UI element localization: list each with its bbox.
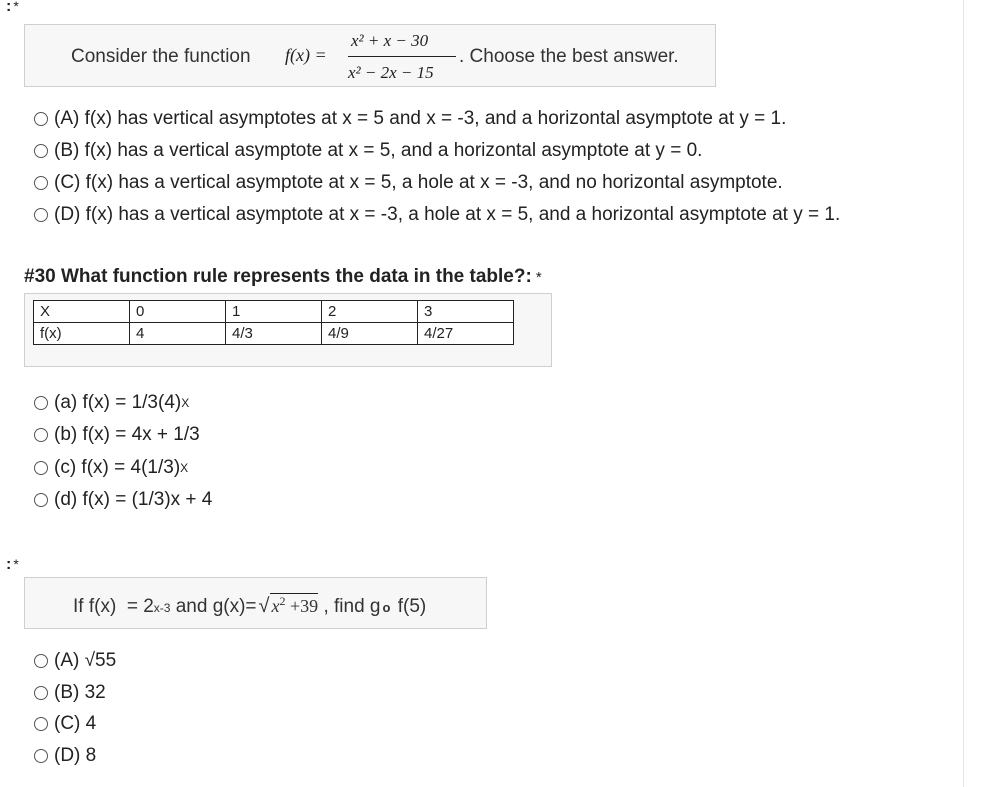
table-cell: 0	[130, 301, 226, 323]
option-a[interactable]	[34, 108, 786, 130]
radio-button[interactable]	[34, 717, 48, 731]
radicand-rest: +39	[285, 596, 319, 616]
table-row	[34, 301, 514, 323]
question-marker	[6, 556, 19, 574]
table-cell: 4	[130, 323, 226, 345]
radio-button[interactable]	[34, 654, 48, 668]
radio-button[interactable]	[34, 428, 48, 442]
sqrt-icon: √	[258, 595, 270, 617]
expr-part: If f(x) = 2	[73, 596, 154, 617]
question-marker	[6, 0, 19, 16]
option-d[interactable]	[34, 204, 840, 226]
option-label: (D) f(x) has a vertical asymptote at x = -3, a hole at x = 5, and a horizontal asymptote at y = 1.	[54, 204, 841, 225]
radio-button[interactable]	[34, 686, 48, 700]
table-cell: f(x)	[34, 323, 130, 345]
question-expression	[73, 593, 426, 618]
radicand	[270, 593, 319, 617]
expr-part: and g(x)=	[170, 596, 257, 617]
option-b[interactable]	[34, 140, 702, 162]
expr-part: f(5)	[392, 596, 427, 617]
expr-exponent: x-3	[153, 601, 171, 615]
required-star: *	[13, 0, 19, 14]
radicand-var: x	[271, 596, 280, 616]
radio-button[interactable]	[34, 493, 48, 507]
option-label: (B) f(x) has a vertical asymptote at x = 5, and a horizontal asymptote at y = 0.	[54, 140, 703, 161]
option-label: (b) f(x) = 4x + 1/3	[54, 424, 200, 445]
function-lhs: f(x) =	[285, 45, 327, 65]
question-image-box	[24, 24, 716, 87]
option-label: (C) 4	[54, 713, 97, 734]
option-exponent: X	[180, 461, 189, 475]
radio-button[interactable]	[34, 749, 48, 763]
option-label: (B) 32	[54, 682, 106, 703]
option-label: (a) f(x) = 1/3(4)	[54, 392, 182, 413]
question-image-box	[24, 577, 487, 629]
option-c[interactable]	[34, 457, 188, 479]
data-table	[33, 300, 514, 345]
question-30-heading	[24, 266, 542, 288]
question-prompt-before: Consider the function	[71, 46, 251, 67]
page-right-border	[963, 0, 964, 787]
table-row	[34, 323, 514, 345]
table-cell: X	[34, 301, 130, 323]
option-a[interactable]	[34, 392, 189, 414]
option-d[interactable]	[34, 489, 212, 511]
question-prompt-after: . Choose the best answer.	[459, 46, 679, 67]
table-cell: 1	[226, 301, 322, 323]
option-label: (D) 8	[54, 745, 97, 766]
option-b[interactable]	[34, 682, 106, 704]
compose-symbol: o	[382, 600, 391, 615]
fraction-bar	[348, 56, 456, 57]
table-cell: 3	[418, 301, 514, 323]
radio-button[interactable]	[34, 208, 48, 222]
required-star: *	[13, 556, 19, 572]
radio-button[interactable]	[34, 144, 48, 158]
marker-colon: :	[6, 0, 12, 15]
fraction-numerator: x² + x − 30	[351, 31, 429, 50]
radio-button[interactable]	[34, 396, 48, 410]
option-b[interactable]	[34, 424, 200, 446]
option-a[interactable]	[34, 650, 116, 672]
expr-part: , find g	[318, 596, 381, 617]
option-label: (c) f(x) = 4(1/3)	[54, 457, 181, 478]
radicand-exponent: 2	[279, 594, 286, 608]
option-label: (A) √55	[54, 650, 117, 671]
fraction-denominator: x² − 2x − 15	[348, 63, 434, 82]
option-c[interactable]	[34, 172, 783, 194]
option-label: (A) f(x) has vertical asymptotes at x = 5 and x = -3, and a horizontal asymptote at y = 1.	[54, 108, 787, 129]
table-cell: 4/3	[226, 323, 322, 345]
option-c[interactable]	[34, 713, 96, 735]
table-cell: 4/9	[322, 323, 418, 345]
question-title: #30 What function rule represents the data in the table?:	[24, 266, 532, 287]
option-label: (d) f(x) = (1/3)x + 4	[54, 489, 213, 510]
radio-button[interactable]	[34, 112, 48, 126]
marker-colon: :	[6, 556, 12, 573]
required-star: *	[535, 269, 542, 286]
radio-button[interactable]	[34, 176, 48, 190]
table-cell: 4/27	[418, 323, 514, 345]
table-cell: 2	[322, 301, 418, 323]
radio-button[interactable]	[34, 461, 48, 475]
option-d[interactable]	[34, 745, 96, 767]
option-label: (C) f(x) has a vertical asymptote at x = 5, a hole at x = -3, and no horizontal asymptote.	[54, 172, 783, 193]
option-exponent: X	[181, 396, 190, 410]
